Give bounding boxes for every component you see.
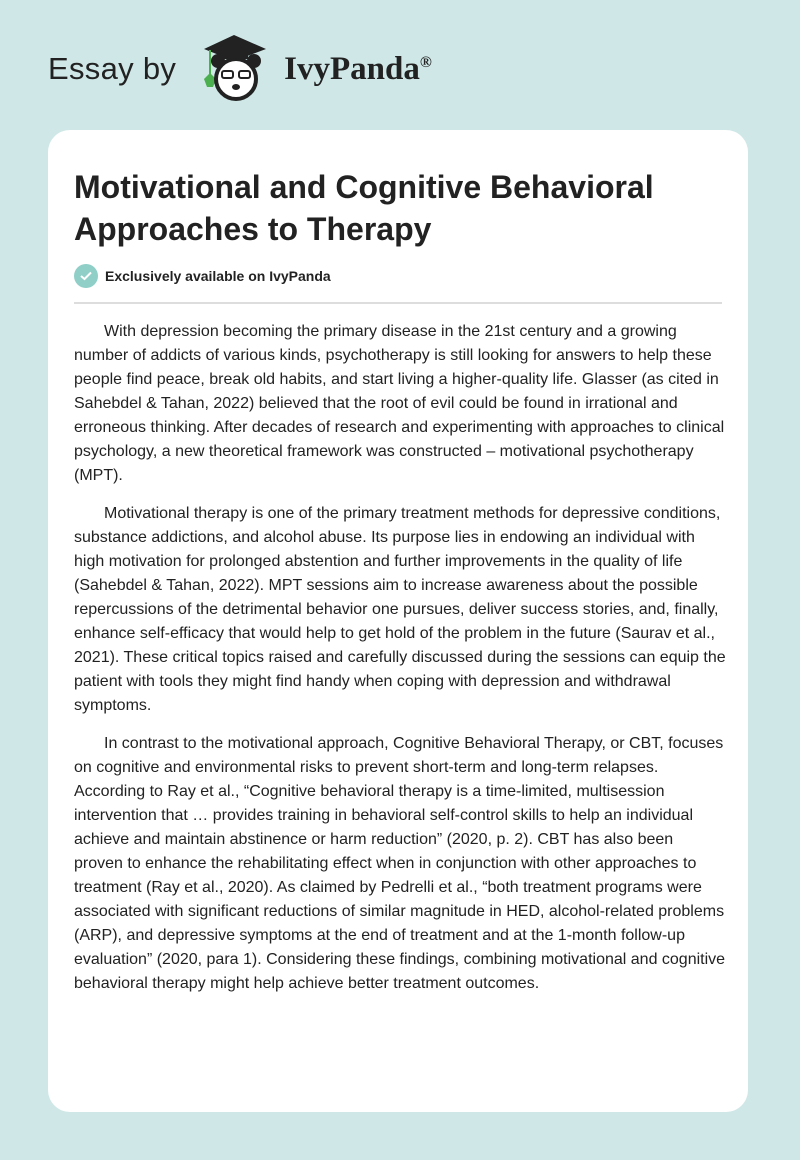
essay-title: Motivational and Cognitive Behavioral Approaches to Therapy bbox=[74, 169, 654, 247]
check-icon bbox=[74, 264, 98, 288]
essay-by-label: Essay by bbox=[48, 51, 177, 86]
paragraph: With depression becoming the primary disease in the 21st century and a growing number of addicts of various kinds, psychotherapy is still looking for answers to help these people find peace, break old habits, and start living a higher-quality life. Glasser (as cited in Sahebdel & Tahan, 2022) believed that the root of evil could be found in irrational and erroneous thinking. After decades of research and experimenting with approaches to clinical psychology, a new theoretical framework was constructed – motivational psychotherapy (MPT). bbox=[74, 323, 725, 484]
badge-text: Exclusively available on IvyPanda bbox=[105, 268, 331, 284]
paragraph: Motivational therapy is one of the primary treatment methods for depressive conditions, substance addictions, and alcohol abuse. Its purpose lies in endowing an individual with high motivation for prolonged abstention and further improvements in the quality of life (Sahebdel & Tahan, 2022). MPT sessions aim to increase awareness about the possible repercussions of the detrimental behavior one pursues, deliver success stories, and, finally, enhance self-efficacy that would help to get hold of the problem in the future (Saurav et al., 2021). These critical topics raised and carefully discussed during the sessions can equip the patient with tools they might find handy when coping with depression and withdrawal symptoms. bbox=[74, 505, 726, 714]
essay-card bbox=[48, 130, 748, 1112]
exclusive-badge bbox=[74, 264, 331, 288]
divider bbox=[74, 302, 722, 304]
brand-name: IvyPanda® bbox=[284, 50, 432, 87]
paragraph: In contrast to the motivational approach, Cognitive Behavioral Therapy, or CBT, focuses on cognitive and environmental risks to prevent short-term and long-term relapses. According to Ray et al., “Cognitive behavioral therapy is a time-limited, multisession intervention that … provides training in behavioral self-control skills to help an individual achieve and maintain abstinence or harm reduction” (2020, p. 2). CBT has also been proven to enhance the rehabilitating effect when in conjunction with other approaches to treatment (Ray et al., 2020). As claimed by Pedrelli et al., “both treatment programs were associated with significant reductions of similar magnitude in HED, alcohol-related problems (ARP), and depressive symptoms at the end of treatment and at the 1-month follow-up evaluation” (2020, para 1). Considering these findings, combining motivational and cognitive behavioral therapy might help achieve better treatment outcomes. bbox=[74, 735, 726, 992]
essay-body bbox=[74, 320, 726, 1010]
panda-logo-icon bbox=[194, 33, 274, 105]
site-header bbox=[48, 34, 432, 104]
